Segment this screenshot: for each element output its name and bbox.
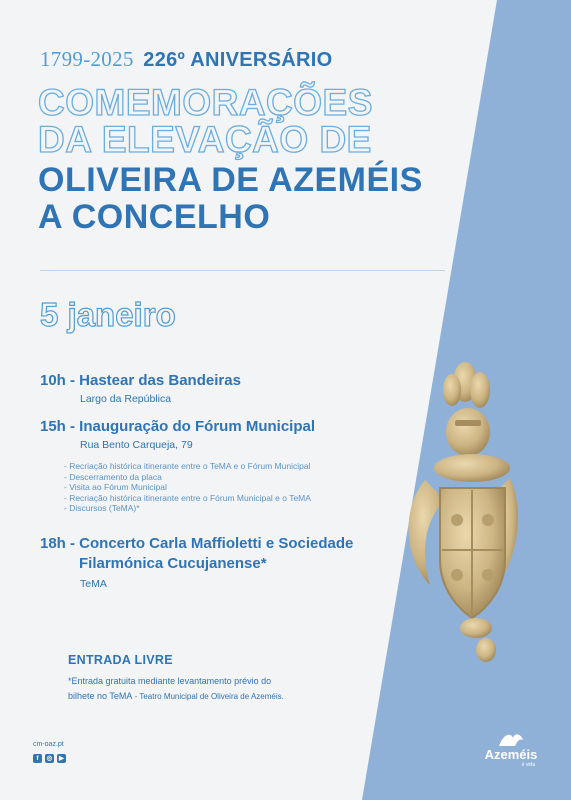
facebook-icon[interactable]: f [33,754,42,763]
azemeis-logo [481,730,541,768]
event-place: Rua Bento Carqueja, 79 [80,439,193,451]
logo-word: Azeméis [484,747,538,762]
event-title: - Concerto Carla Maffioletti e Sociedade [70,535,354,552]
divider [40,270,445,271]
website-link[interactable]: cm-oaz.pt [33,741,64,748]
list-item: - Descerramento da placa [64,471,162,482]
entry-note-line1: *Entrada gratuita mediante levantamento prévio do [68,676,272,686]
event-date: 5 janeiro [40,296,176,333]
entry-note-line2a: bilhete no TeMA [68,691,133,701]
list-item: - Visita ao Fórum Municipal [64,482,167,493]
event-place: Largo da República [80,393,172,405]
list-item: - Recriação histórica itinerante entre o Fórum Municipal e o TeMA [64,492,311,503]
list-item: - Recriação histórica itinerante entre o TeMA e o Fórum Municipal [64,461,311,471]
event-title: - Inauguração do Fórum Municipal [70,418,316,435]
title-line-3: OLIVEIRA DE AZEMÉIS [38,161,423,199]
youtube-icon[interactable]: ▶ [59,755,64,762]
social-links [33,754,66,763]
coat-of-arms-sculpture [400,360,520,670]
logo-tagline: é vida [521,762,535,768]
entry-note-line2b: - Teatro Municipal de Oliveira de Azeméis. [132,692,284,701]
title-line-2: DA ELEVAÇÃO DE [38,119,372,160]
list-item: - Discursos (TeMA)* [64,503,140,514]
event-title-line2: Filarmónica Cucujanense* [79,555,267,572]
event-time: 10h [40,372,66,389]
event-time: 15h [40,418,66,435]
event-sub-list [64,461,311,514]
anniversary-label: 226º ANIVERSÁRIO [143,49,333,71]
instagram-icon[interactable]: ◎ [46,755,53,762]
anniversary-line [40,47,332,72]
title-line-1: COMEMORAÇÕES [38,82,373,123]
title-line-4: A CONCELHO [38,198,271,236]
event-time: 18h [40,535,66,552]
years-range: 1799-2025 [40,47,134,71]
event-place: TeMA [80,578,107,590]
free-entry-heading: ENTRADA LIVRE [68,653,173,667]
event-title: - Hastear das Bandeiras [70,372,241,389]
entry-note-line2 [68,691,284,701]
logo-mark-icon [497,730,525,748]
